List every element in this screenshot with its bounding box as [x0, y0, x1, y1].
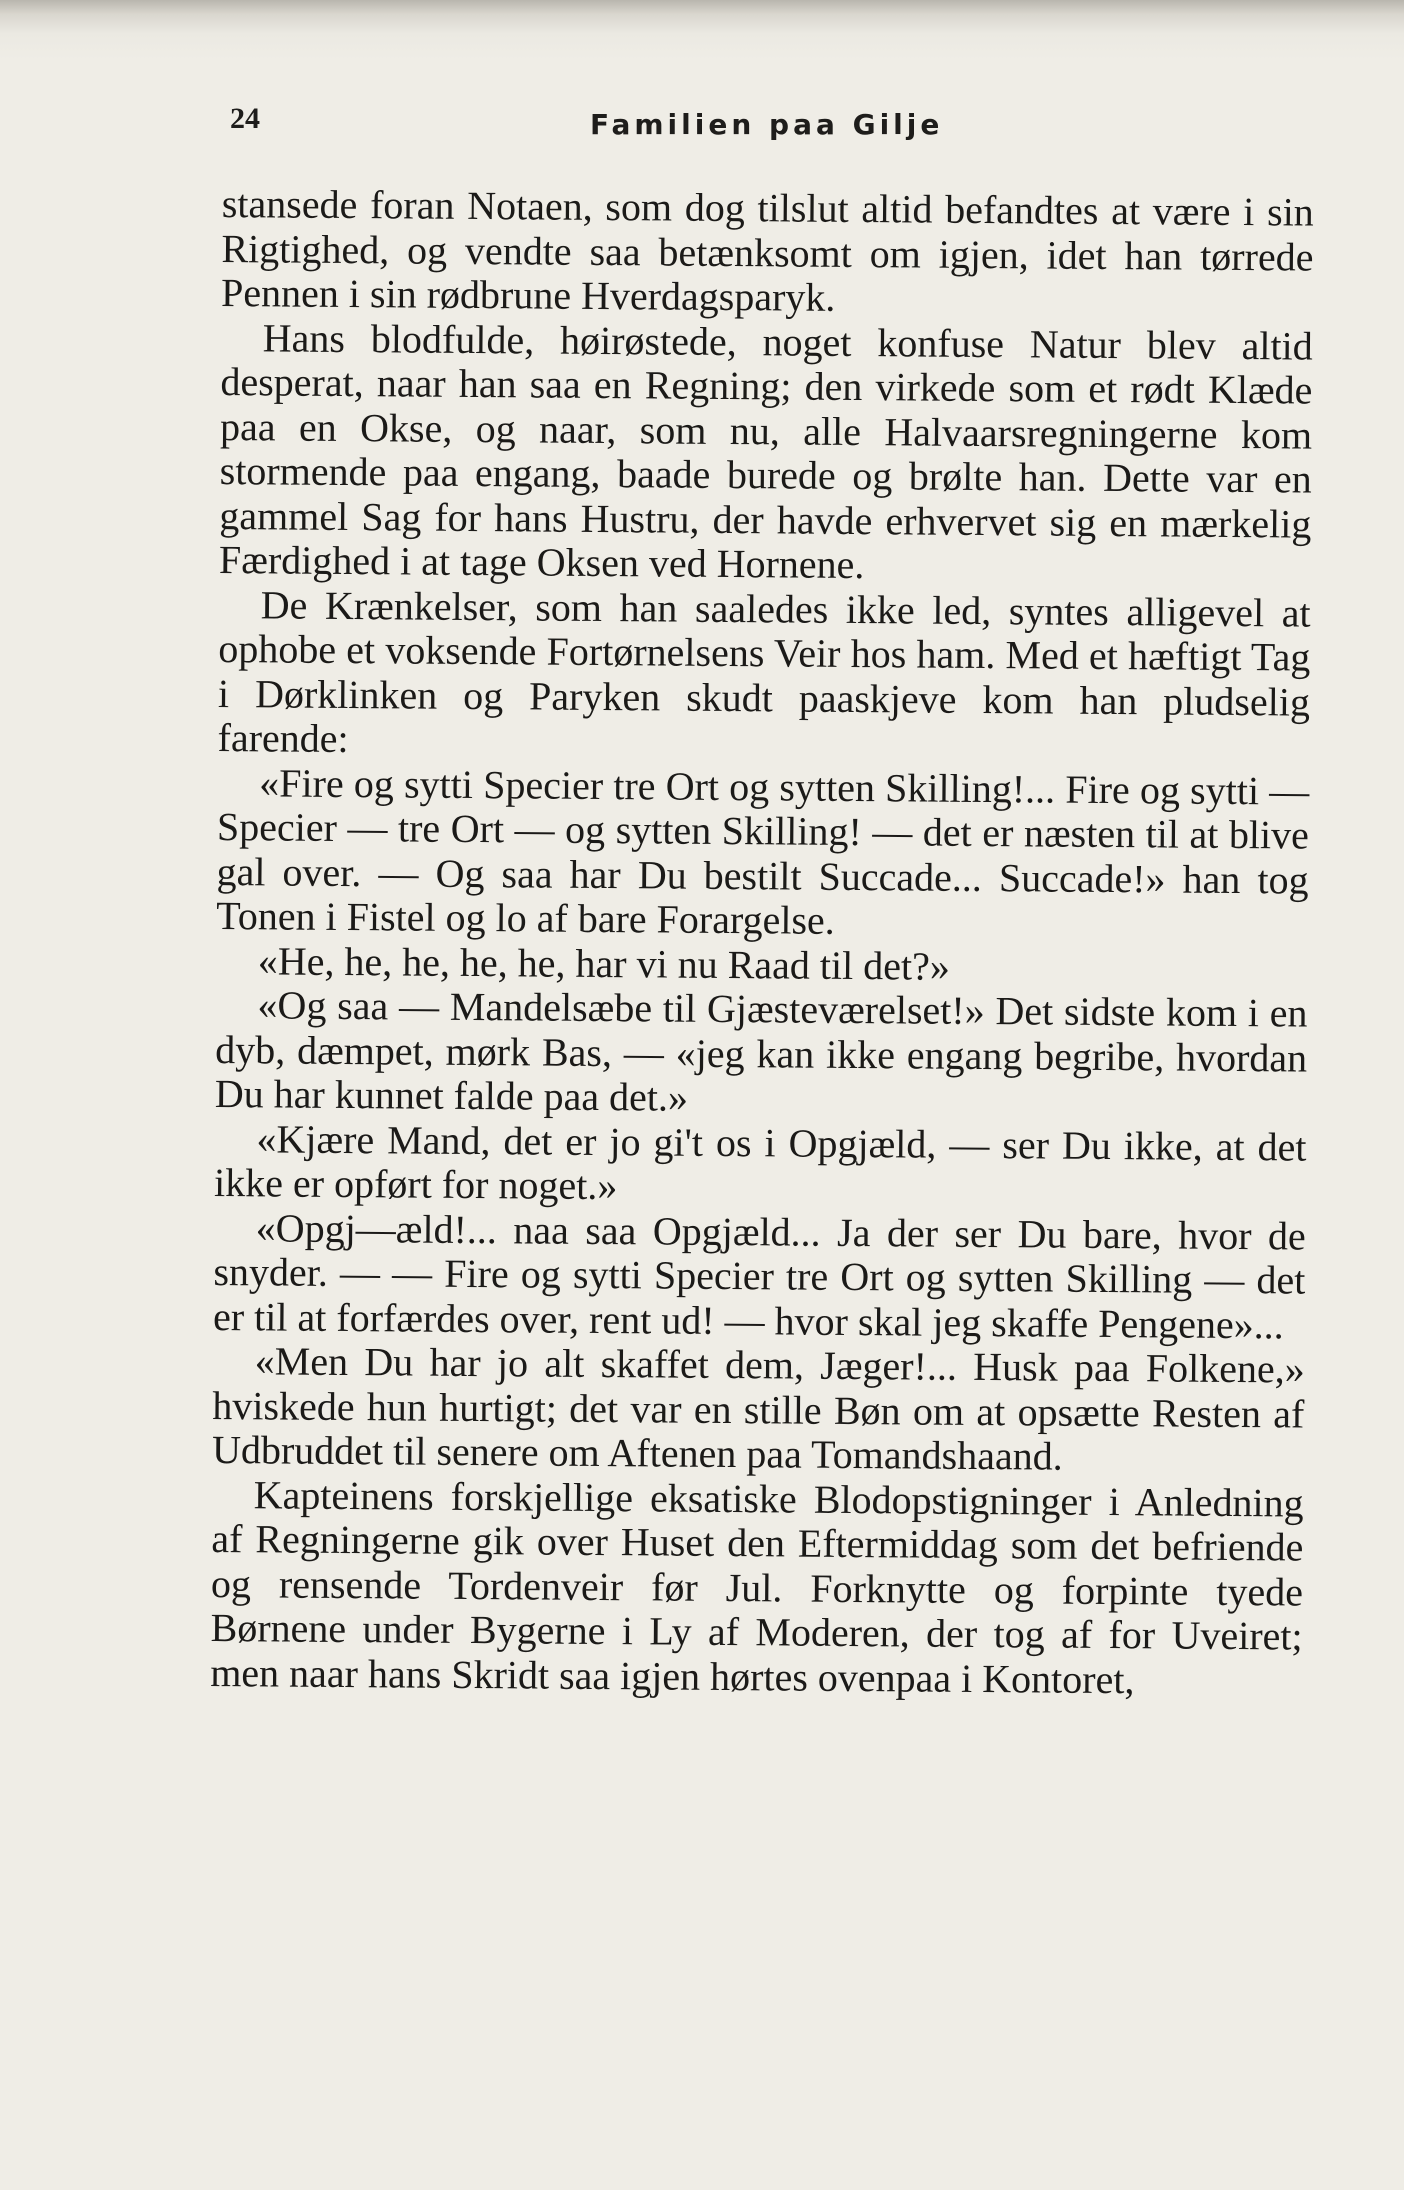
paragraph: «Og saa — Mandelsæbe til Gjæsteværelset!» Det sidste kom i en dyb, dæmpet, mørk Bas, — «jeg kan ikke engang begribe, hvordan Du har kunnet falde paa det.»: [214, 982, 1308, 1120]
page-number: 24: [230, 102, 260, 135]
body-text: [210, 182, 1314, 1704]
paragraph: stansede foran Notaen, som dog tilslut altid befandtes at være i sin Rigtighed, og vendte saa betænksomt om igjen, idet han tørrede Pennen i sin rødbrune Hverdagsparyk.: [220, 181, 1314, 320]
page-header: [230, 102, 1310, 142]
paragraph: «Fire og sytti Specier tre Ort og sytten Skilling!... Fire og sytti — Specier — tre Ort — og sytten Skilling! — det er næsten til at blive gal over. — Og saa har Du bestilt Succade... Succade!» han tog Tonen i Fistel og lo af bare Forargelse.: [216, 759, 1310, 943]
paragraph: «He, he, he, he, he, har vi nu Raad til det?»: [257, 937, 951, 989]
paragraph: «Men Du har jo alt skaffet dem, Jæger!... Husk paa Folkene,» hviskede hun hurtigt; det var en stille Bøn om at opsætte Resten af Udbruddet til senere om Aftenen paa Tomandshaand.: [211, 1338, 1305, 1479]
paragraph: Hans blodfulde, høirøstede, noget konfuse Natur blev altid desperat, naar han saa en Regning; den virkede som et rødt Klæde paa en Okse, og naar, som nu, alle Halvaarsregningerne kom stormende paa engang, baade burede og brølte han. Dette var en gammel Sag for hans Hustru, der havde erhvervet sig en mærkelig Færdighed i at tage Oksen ved Hornene.: [218, 314, 1313, 588]
paragraph: «Opgj—æld!... naa saa Opgjæld... Ja der ser Du bare, hvor de snyder. — — Fire og sytti Specier tre Ort og sytten Skilling — det er til at forfærdes over, rent ud! — hvor skal jeg skaffe Pengene»...: [212, 1204, 1306, 1347]
paragraph: Kapteinens forskjellige eksatiske Blodopstigninger i Anledning af Regningerne gik over Huset den Eftermiddag som det befriende og rensende Tordenveir før Jul. Forknytte og forpinte tyede Børnene under Bygerne i Ly af Moderen, der tog af for Uveiret; men naar hans Skridt saa igjen hørtes ovenpaa i Kontoret,: [210, 1471, 1304, 1702]
paragraph: De Krænkelser, som han saaledes ikke led, syntes alligevel at ophobe et voksende Fortørnelsens Veir hos ham. Med et hæftigt Tag i Dørklinken og Paryken skudt paaskjeve kom han pludselig farende:: [217, 581, 1311, 762]
paragraph: «Kjære Mand, det er jo gi't os i Opgjæld, — ser Du ikke, at det ikke er opført for noget.»: [213, 1115, 1307, 1209]
running-title: Familien paa Gilje: [590, 108, 944, 141]
